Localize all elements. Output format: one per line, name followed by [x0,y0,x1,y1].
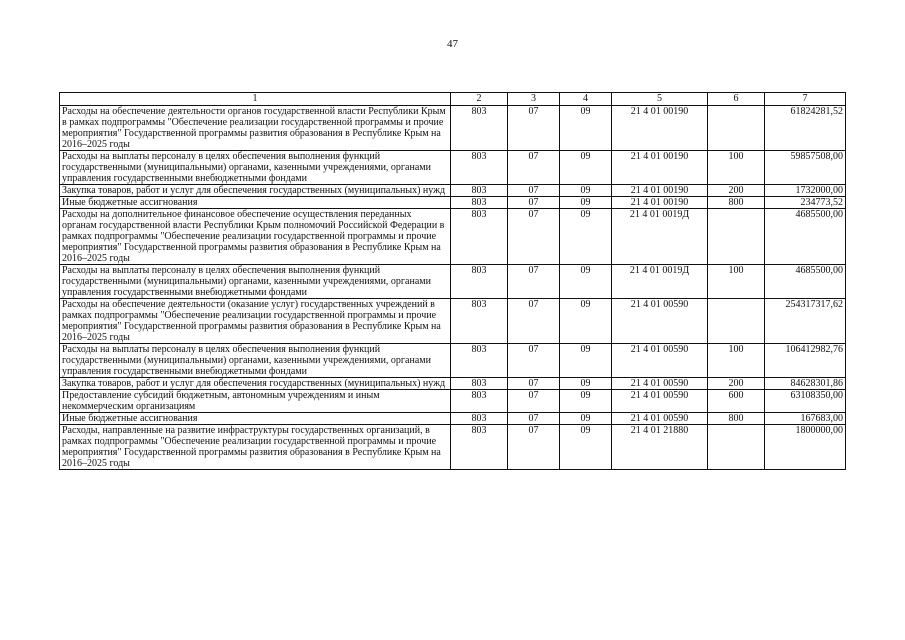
code-administrator: 803 [451,106,508,151]
code-section: 07 [508,378,560,390]
row-amount: 63108350,00 [765,390,846,413]
row-amount: 61824281,52 [765,106,846,151]
column-header: 6 [708,93,765,106]
table-row [60,390,846,413]
code-administrator: 803 [451,425,508,470]
code-subsection: 09 [560,106,612,151]
column-header: 5 [612,93,708,106]
row-description: Расходы, направленные на развитие инфраструктуры государственных организаций, в рамках подпрограммы "Обеспечение реализации государственной программы и прочие мероприятия" Государственной программы развития образования в Республике Крым на 2016–2025 годы [60,425,451,470]
row-description: Расходы на выплаты персоналу в целях обеспечения выполнения функций государственными (муниципальными) органами, казенными учреждениями, органами управления государственными внебюджетными фондами [60,344,451,378]
column-header: 7 [765,93,846,106]
code-administrator: 803 [451,209,508,265]
code-subsection: 09 [560,390,612,413]
code-subsection: 09 [560,151,612,185]
code-administrator: 803 [451,378,508,390]
code-expense-type: 200 [708,378,765,390]
row-amount: 254317317,62 [765,299,846,344]
row-description: Закупка товаров, работ и услуг для обеспечения государственных (муниципальных) нужд [60,185,451,197]
code-section: 07 [508,209,560,265]
table-row [60,344,846,378]
table-row [60,209,846,265]
column-header: 3 [508,93,560,106]
code-section: 07 [508,425,560,470]
code-administrator: 803 [451,265,508,299]
table-row [60,151,846,185]
row-amount: 167683,00 [765,413,846,425]
code-administrator: 803 [451,390,508,413]
code-target-article: 21 4 01 00190 [612,151,708,185]
code-section: 07 [508,265,560,299]
row-description: Расходы на обеспечение деятельности (оказание услуг) государственных учреждений в рамках подпрограммы "Обеспечение реализации государственной программы и прочие мероприятия" Государственной программы развития образования в Республике Крым на 2016–2025 годы [60,299,451,344]
code-expense-type: 100 [708,265,765,299]
code-subsection: 09 [560,209,612,265]
row-description: Иные бюджетные ассигнования [60,413,451,425]
page-number: 47 [447,38,458,50]
code-subsection: 09 [560,344,612,378]
table-row [60,197,846,209]
header-row [60,93,846,106]
column-header: 2 [451,93,508,106]
code-expense-type: 100 [708,151,765,185]
table-row [60,299,846,344]
row-amount: 106412982,76 [765,344,846,378]
column-header: 4 [560,93,612,106]
row-amount: 84628301,86 [765,378,846,390]
row-description: Расходы на обеспечение деятельности органов государственной власти Республики Крым в рамках подпрограммы "Обеспечение реализации государственной программы и прочие мероприятия" Государственной программы развития образования в Республике Крым на 2016–2025 годы [60,106,451,151]
code-expense-type [708,299,765,344]
budget-table [59,92,846,470]
code-expense-type: 800 [708,413,765,425]
code-subsection: 09 [560,425,612,470]
row-amount: 4685500,00 [765,265,846,299]
row-amount: 59857508,00 [765,151,846,185]
code-target-article: 21 4 01 00590 [612,390,708,413]
code-section: 07 [508,344,560,378]
code-target-article: 21 4 01 00190 [612,106,708,151]
code-expense-type: 100 [708,344,765,378]
code-section: 07 [508,197,560,209]
code-expense-type [708,106,765,151]
code-target-article: 21 4 01 00190 [612,197,708,209]
code-target-article: 21 4 01 21880 [612,425,708,470]
row-description: Расходы на выплаты персоналу в целях обеспечения выполнения функций государственными (муниципальными) органами, казенными учреждениями, органами управления государственными внебюджетными фондами [60,151,451,185]
table-row [60,378,846,390]
code-administrator: 803 [451,344,508,378]
code-expense-type: 200 [708,185,765,197]
table-row [60,265,846,299]
code-target-article: 21 4 01 0019Д [612,209,708,265]
code-target-article: 21 4 01 00590 [612,378,708,390]
table-row [60,106,846,151]
code-subsection: 09 [560,265,612,299]
code-subsection: 09 [560,299,612,344]
row-amount: 1800000,00 [765,425,846,470]
code-target-article: 21 4 01 00590 [612,413,708,425]
code-section: 07 [508,185,560,197]
row-amount: 1732000,00 [765,185,846,197]
row-amount: 234773,52 [765,197,846,209]
code-target-article: 21 4 01 00590 [612,299,708,344]
code-administrator: 803 [451,197,508,209]
table-body [60,106,846,470]
table-row [60,413,846,425]
code-administrator: 803 [451,299,508,344]
code-administrator: 803 [451,413,508,425]
code-expense-type [708,209,765,265]
column-header: 1 [60,93,451,106]
code-section: 07 [508,106,560,151]
code-target-article: 21 4 01 00190 [612,185,708,197]
code-subsection: 09 [560,378,612,390]
code-target-article: 21 4 01 0019Д [612,265,708,299]
code-subsection: 09 [560,413,612,425]
code-subsection: 09 [560,197,612,209]
row-description: Иные бюджетные ассигнования [60,197,451,209]
code-section: 07 [508,151,560,185]
row-description: Закупка товаров, работ и услуг для обеспечения государственных (муниципальных) нужд [60,378,451,390]
row-description: Расходы на дополнительное финансовое обеспечение осуществления переданных органам государственной власти Республики Крым полномочий Российской Федерации в рамках подпрограммы "Обеспечение реализации государственной программы и прочие мероприятия" Государственной программы развития образования в Республике Крым на 2016–2025 годы [60,209,451,265]
code-expense-type: 600 [708,390,765,413]
code-subsection: 09 [560,185,612,197]
row-description: Предоставление субсидий бюджетным, автономным учреждениям и иным некоммерческим организациям [60,390,451,413]
code-administrator: 803 [451,151,508,185]
code-section: 07 [508,299,560,344]
code-target-article: 21 4 01 00590 [612,344,708,378]
code-section: 07 [508,390,560,413]
row-amount: 4685500,00 [765,209,846,265]
table-row [60,425,846,470]
code-administrator: 803 [451,185,508,197]
code-expense-type: 800 [708,197,765,209]
code-section: 07 [508,413,560,425]
code-expense-type [708,425,765,470]
row-description: Расходы на выплаты персоналу в целях обеспечения выполнения функций государственными (муниципальными) органами, казенными учреждениями, органами управления государственными внебюджетными фондами [60,265,451,299]
table-row [60,185,846,197]
